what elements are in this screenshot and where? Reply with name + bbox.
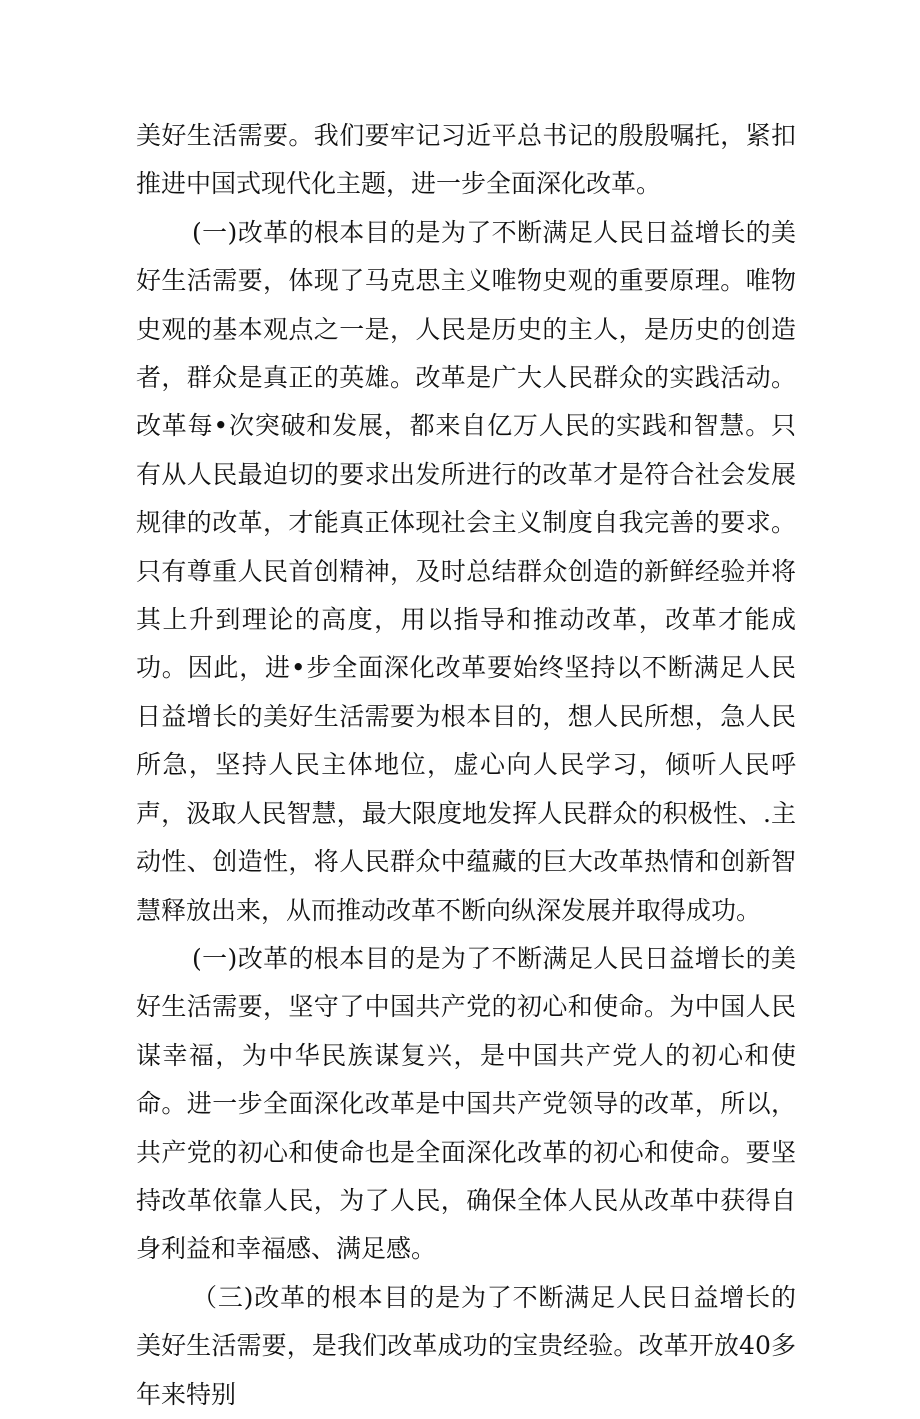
paragraph-section-1: (一)改革的根本目的是为了不断满足人民日益增长的美好生活需要，体现了马克思主义唯物史观的重要原理。唯物史观的基本观点之一是，人民是历史的主人，是历史的创造者，群众是真正的英雄。改革是广大人民群众的实践活动。改革每•次突破和发展，都来自亿万人民的实践和智慧。只有从人民最迫切的要求出发所进行的改革才是符合社会发展规律的改革，才能真正体现社会主义制度自我完善的要求。只有尊重人民首创精神，及时总结群众创造的新鲜经验并将其上升到理论的高度，用以指导和推动改革，改革才能成功。因此，进•步全面深化改革要始终坚持以不断满足人民日益增长的美好生活需要为根本目的，想人民所想，急人民所急，坚持人民主体地位，虚心向人民学习，倾听人民呼声，汲取人民智慧，最大限度地发挥人民群众的积极性、.主动性、创造性，将人民群众中蕴藏的巨大改革热情和创新智慧释放出来，从而推动改革不断向纵深发展并取得成功。 xyxy=(136,217,796,925)
paragraph-continuation: 美好生活需要。我们要牢记习近平总书记的殷殷嘱托，紧扣推进中国式现代化主题，进一步全面深化改革。 xyxy=(136,121,796,199)
paragraph-section-2: (一)改革的根本目的是为了不断满足人民日益增长的美好生活需要，坚守了中国共产党的初心和使命。为中国人民谋幸福，为中华民族谋复兴，是中国共产党人的初心和使命。进一步全面深化改革是中国共产党领导的改革，所以，共产党的初心和使命也是全面深化改革的初心和使命。要坚持改革依靠人民，为了人民，确保全体人民从改革中获得自身利益和幸福感、满足感。 xyxy=(136,943,796,1264)
paragraph-section-3: （三)改革的根本目的是为了不断满足人民日益增长的美好生活需要，是我们改革成功的宝贵经验。改革开放40多年来特别 xyxy=(136,1282,796,1409)
document-body xyxy=(136,112,796,1419)
